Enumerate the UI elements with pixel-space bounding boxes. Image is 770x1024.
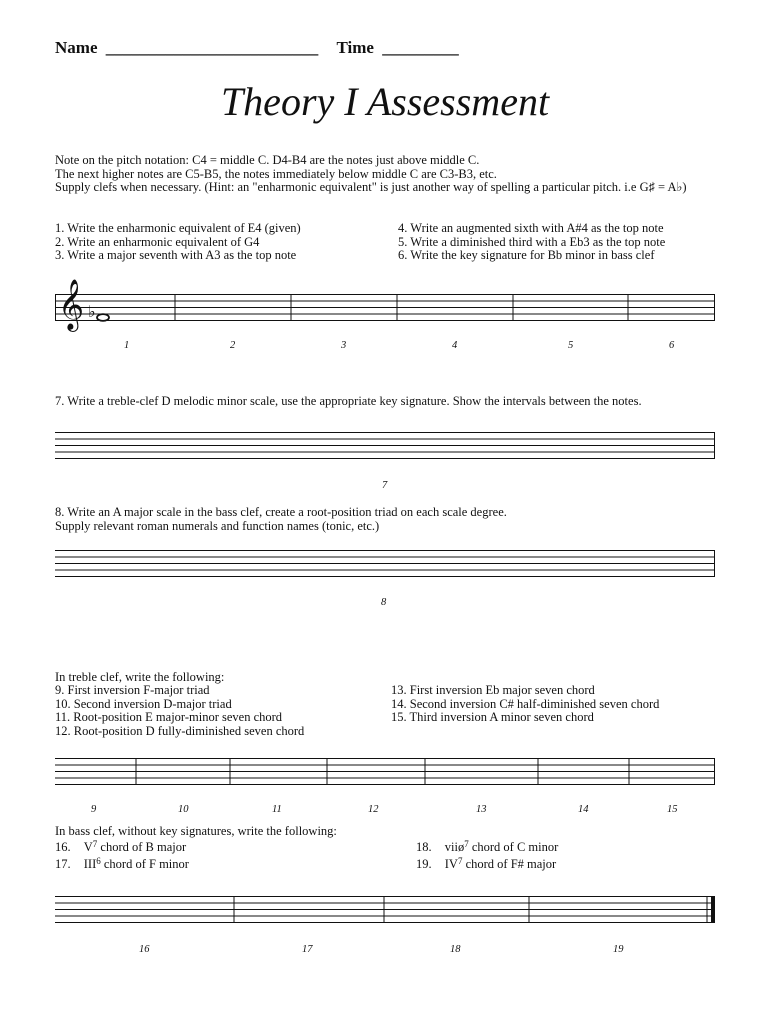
roman-numeral: IV [444,857,458,871]
staff-number: 11 [272,804,282,815]
question-7: 7. Write a treble-clef D melodic minor scale, use the appropriate key signature. Show the intervals between the notes. [55,394,642,408]
staff-2[interactable] [55,432,715,460]
time-blank[interactable]: _________ [382,38,459,57]
question-number: 18. [416,840,432,854]
staff-number: 18 [450,944,461,955]
staff-number: 14 [578,804,589,815]
question: 4. Write an augmented sixth with A#4 as the top note [398,221,664,235]
chord-text: chord of F minor [100,857,189,871]
treble-intro: In treble clef, write the following: [55,670,225,684]
question: 1. Write the enharmonic equivalent of E4 (given) [55,221,301,235]
staff-number: 9 [91,804,97,815]
staff-number: 4 [452,340,458,351]
question-19 [416,858,556,872]
question: 5. Write a diminished third with a Eb3 as the top note [398,234,666,249]
whole-note-icon [96,314,110,324]
questions-1-3 [55,222,301,263]
staff-1[interactable] [55,279,715,330]
staff-number: 10 [178,804,189,815]
staff-5[interactable] [55,896,717,924]
staff-number: 8 [381,597,387,608]
chord-text: chord of C minor [468,840,559,854]
bass-intro: In bass clef, without key signatures, write the following: [55,824,337,838]
staff-number: 16 [139,944,150,955]
intro-line: Supply clefs when necessary. (Hint: an "enharmonic equivalent" is just another way of spelling a particular pitch. i.e G♯ = A♭) [55,180,687,194]
question-18 [416,841,558,855]
question: 6. Write the key signature for Bb minor in bass clef [398,248,655,262]
question: 8. Write an A major scale in the bass clef, create a root-position triad on each scale degree. [55,505,507,519]
flat-icon: ♭ [88,302,96,321]
question-number: 16. [55,840,71,854]
chord-text: chord of B major [97,840,187,854]
name-blank[interactable]: _________________________ [105,38,319,57]
page-title: Theory I Assessment [220,79,550,124]
header [55,38,459,58]
question: 11. Root-position E major-minor seven chord [55,710,283,724]
question: Supply relevant roman numerals and function names (tonic, etc.) [55,518,380,533]
question-number: 17. [55,857,71,871]
question: 2. Write an enharmonic equivalent of G4 [55,234,260,249]
intro-text [55,154,687,195]
question: 15. Third inversion A minor seven chord [391,710,594,724]
inversion-figure: 7 [464,839,469,849]
inversion-figure: 6 [96,856,101,866]
question: 14. Second inversion C# half-diminished seven chord [391,696,660,711]
question: 13. First inversion Eb major seven chord [391,683,595,697]
staff-number: 19 [613,944,624,955]
question-17 [55,858,189,872]
name-label: Name [55,38,98,57]
chord-text: chord of F# major [462,857,557,871]
staff-4[interactable] [55,758,715,786]
staff-3[interactable] [55,550,715,578]
question: 3. Write a major seventh with A3 as the top note [55,248,297,262]
staff-number: 5 [568,340,574,351]
intro-line: Note on the pitch notation: C4 = middle C. D4-B4 are the notes just above middle C. [55,153,480,167]
staff-number: 6 [669,340,675,351]
question-number: 19. [416,857,432,871]
staff-number: 1 [124,340,130,351]
staff-number: 17 [302,944,313,955]
staff-number: 3 [341,340,347,351]
questions-13-15 [391,684,659,725]
roman-numeral: V [83,840,93,854]
staff-number: 7 [382,480,388,491]
inversion-figure: 7 [457,856,463,866]
question: 12. Root-position D fully-diminished seven chord [55,723,305,738]
question-8 [55,506,507,533]
question: 9. First inversion F-major triad [55,683,210,697]
inversion-figure: 7 [92,839,98,849]
questions-4-6 [398,222,665,263]
time-label: Time [336,38,374,57]
treble-clef-icon: 𝄞 [58,279,85,330]
staff-number: 15 [667,804,678,815]
question-16 [55,841,186,855]
questions-9-12 [55,684,304,738]
staff-number: 2 [230,340,236,351]
roman-numeral: viiø [444,840,465,854]
question: 10. Second inversion D-major triad [55,696,232,711]
roman-numeral: III [83,857,97,871]
staff-number: 12 [368,804,379,815]
staff-number: 13 [476,804,487,815]
intro-line: The next higher notes are C5-B5, the notes immediately below middle C are C3-B3, etc. [55,166,497,181]
